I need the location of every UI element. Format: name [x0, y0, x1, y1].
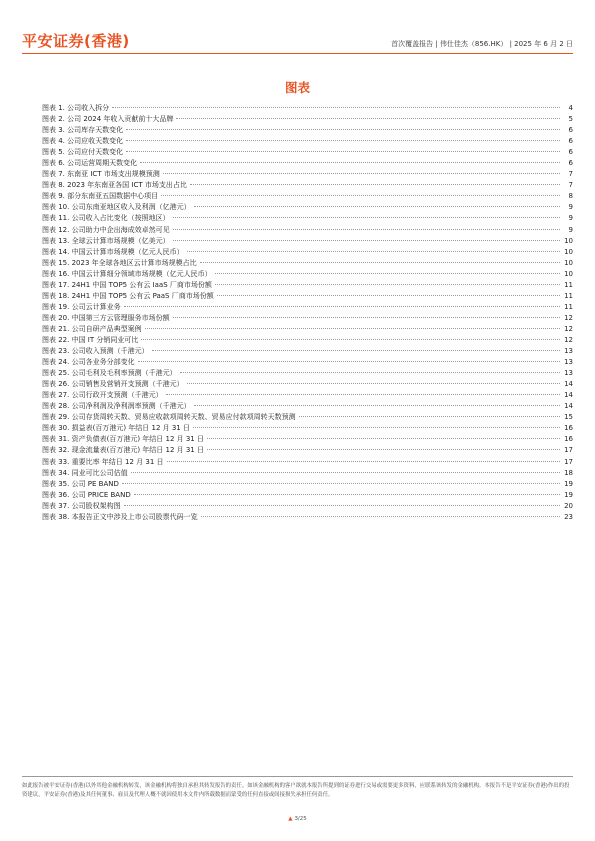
toc-entry-page: 15	[564, 413, 573, 422]
toc-leader-dots	[187, 383, 560, 384]
toc-entry[interactable]	[42, 479, 573, 490]
toc-entry-label: 图表 19. 公司云计算业务	[42, 302, 121, 311]
header-divider	[22, 53, 573, 54]
toc-entry-label: 图表 26. 公司销售及营销开支预测（千港元）	[42, 380, 184, 389]
toc-entry[interactable]	[42, 302, 573, 313]
toc-entry[interactable]	[42, 412, 573, 423]
toc-entry[interactable]	[42, 114, 573, 125]
page-marker-icon: ▲	[288, 816, 293, 822]
toc-leader-dots	[187, 251, 560, 252]
page-number-text: 3/25	[294, 816, 307, 822]
toc-entry-label: 图表 25. 公司毛利及毛利率预测（千港元）	[42, 369, 177, 378]
toc-entry[interactable]	[42, 423, 573, 434]
toc-leader-dots	[180, 372, 560, 373]
toc-entry-label: 图表 4. 公司应收天数变化	[42, 137, 124, 146]
toc-entry[interactable]	[42, 346, 573, 357]
toc-leader-dots	[299, 416, 560, 417]
toc-leader-dots	[141, 339, 560, 340]
toc-entry-label: 图表 36. 公司 PRICE BAND	[42, 490, 131, 499]
toc-leader-dots	[201, 516, 560, 517]
toc-entry-page: 10	[564, 236, 573, 245]
toc-entry-page: 4	[568, 104, 573, 112]
toc-entry-label: 图表 7. 东南亚 ICT 市场支出规模预测	[42, 170, 160, 179]
toc-entry-label: 图表 34. 同业可比公司估值	[42, 468, 128, 477]
toc-entry-page: 6	[568, 148, 573, 157]
toc-entry[interactable]	[42, 103, 573, 114]
toc-entry-label: 图表 29. 公司存货周转天数、贸易应收款项周转天数、贸易应付款项周转天数预测	[42, 413, 296, 422]
toc-entry[interactable]	[42, 280, 573, 291]
toc-entry-page: 8	[568, 192, 573, 201]
toc-leader-dots	[167, 461, 560, 462]
toc-entry-page: 7	[568, 170, 573, 179]
toc-entry-page: 5	[568, 115, 573, 124]
toc-entry-label: 图表 31. 资产负债表(百万港元) 年结日 12 月 31 日	[42, 435, 204, 444]
toc-entry[interactable]	[42, 445, 573, 456]
toc-entry-label: 图表 17. 24H1 中国 TOP5 公有云 IaaS 厂商市场份额	[42, 280, 212, 289]
toc-leader-dots	[173, 217, 560, 218]
toc-entry-page: 13	[564, 347, 573, 356]
toc-entry[interactable]	[42, 269, 573, 280]
toc-entry[interactable]	[42, 247, 573, 258]
toc-leader-dots	[215, 273, 560, 274]
figure-list	[42, 103, 573, 523]
toc-entry[interactable]	[42, 313, 573, 324]
toc-entry[interactable]	[42, 512, 573, 523]
toc-leader-dots	[131, 472, 560, 473]
toc-leader-dots	[190, 184, 560, 185]
toc-entry-label: 图表 12. 公司助力中企出海成效卓然可见	[42, 225, 170, 234]
toc-entry[interactable]	[42, 258, 573, 269]
toc-entry[interactable]	[42, 434, 573, 445]
toc-entry[interactable]	[42, 357, 573, 368]
page-title: 图表	[284, 80, 310, 95]
toc-leader-dots	[138, 361, 560, 362]
toc-entry-page: 14	[564, 402, 573, 411]
toc-entry[interactable]	[42, 324, 573, 335]
page-number	[0, 816, 595, 822]
toc-entry-page: 14	[564, 380, 573, 389]
toc-entry-label: 图表 27. 公司行政开支预测（千港元）	[42, 391, 163, 400]
toc-entry-label: 图表 30. 损益表(百万港元) 年结日 12 月 31 日	[42, 424, 190, 433]
toc-leader-dots	[152, 350, 560, 351]
toc-entry-page: 13	[564, 358, 573, 367]
toc-entry-label: 图表 8. 2023 年东南亚各国 ICT 市场支出占比	[42, 181, 187, 190]
toc-entry-page: 13	[564, 369, 573, 378]
toc-entry[interactable]	[42, 225, 573, 236]
toc-entry[interactable]	[42, 147, 573, 158]
toc-entry-label: 图表 14. 中国云计算市场规模（亿元人民币）	[42, 247, 184, 256]
company-logo: 平安证券(香港)	[22, 32, 130, 50]
toc-leader-dots	[176, 118, 560, 119]
toc-entry-page: 18	[564, 468, 573, 477]
toc-entry[interactable]	[42, 136, 573, 147]
toc-entry-label: 图表 20. 中国第三方云管理服务市场份额	[42, 313, 170, 322]
toc-entry-page: 9	[568, 225, 573, 234]
toc-entry-label: 图表 38. 本报告正文中涉及上市公司股票代码一览	[42, 512, 198, 521]
toc-entry[interactable]	[42, 368, 573, 379]
toc-entry[interactable]	[42, 180, 573, 191]
toc-entry[interactable]	[42, 401, 573, 412]
toc-leader-dots	[173, 240, 560, 241]
toc-entry[interactable]	[42, 202, 573, 213]
toc-entry-label: 图表 23. 公司收入预测（千港元）	[42, 347, 149, 356]
toc-entry-page: 6	[568, 126, 573, 135]
toc-entry-page: 19	[564, 490, 573, 499]
toc-entry-label: 图表 32. 现金流量表(百万港元) 年结日 12 月 31 日	[42, 446, 204, 455]
toc-entry-label: 图表 28. 公司净利润及净利润率预测（千港元）	[42, 402, 191, 411]
toc-entry-label: 图表 16. 中国云计算细分领域市场规模（亿元人民币）	[42, 269, 212, 278]
footer-divider	[22, 776, 573, 777]
toc-leader-dots	[134, 494, 560, 495]
toc-entry-page: 6	[568, 137, 573, 146]
toc-entry-label: 图表 35. 公司 PE BAND	[42, 479, 119, 488]
toc-leader-dots	[207, 449, 560, 450]
toc-entry-page: 10	[564, 258, 573, 267]
toc-entry-page: 14	[564, 391, 573, 400]
toc-entry[interactable]	[42, 169, 573, 180]
toc-entry[interactable]	[42, 501, 573, 512]
toc-entry-page: 9	[568, 203, 573, 212]
toc-entry-label: 图表 6. 公司运营周期天数变化	[42, 159, 138, 168]
toc-leader-dots	[194, 405, 560, 406]
toc-entry-label: 图表 22. 中国 IT 分销同业可比	[42, 335, 139, 344]
toc-entry[interactable]	[42, 490, 573, 501]
toc-leader-dots	[122, 483, 560, 484]
toc-leader-dots	[126, 129, 560, 130]
toc-entry-page: 6	[568, 159, 573, 168]
toc-entry-label: 图表 24. 公司各业务分部变化	[42, 358, 135, 367]
toc-entry[interactable]	[42, 291, 573, 302]
toc-entry-page: 17	[564, 446, 573, 455]
toc-leader-dots	[173, 317, 560, 318]
toc-entry-label: 图表 10. 公司东南亚地区收入及利润（亿港元）	[42, 203, 191, 212]
toc-entry-label: 图表 2. 公司 2024 年收入贡献前十大品牌	[42, 115, 174, 124]
toc-leader-dots	[161, 195, 560, 196]
toc-leader-dots	[217, 295, 560, 296]
toc-leader-dots	[145, 328, 560, 329]
toc-entry[interactable]	[42, 390, 573, 401]
toc-entry[interactable]	[42, 158, 573, 169]
toc-entry-page: 11	[564, 280, 573, 289]
toc-entry-page: 12	[564, 335, 573, 344]
toc-entry-label: 图表 13. 全球云计算市场规模（亿美元）	[42, 236, 170, 245]
toc-entry-page: 16	[564, 424, 573, 433]
toc-entry-label: 图表 33. 重要比率 年结日 12 月 31 日	[42, 457, 164, 466]
toc-entry[interactable]	[42, 236, 573, 247]
toc-entry-page: 10	[564, 269, 573, 278]
toc-entry[interactable]	[42, 125, 573, 136]
toc-leader-dots	[126, 140, 560, 141]
toc-leader-dots	[173, 229, 560, 230]
toc-leader-dots	[140, 162, 560, 163]
toc-entry-label: 图表 9. 部分东南亚五国数据中心项目	[42, 192, 159, 201]
toc-leader-dots	[163, 173, 560, 174]
toc-entry-label: 图表 21. 公司自研产品典型案例	[42, 324, 142, 333]
toc-entry-page: 17	[564, 457, 573, 466]
toc-entry-label: 图表 11. 公司收入占比变化（按照地区）	[42, 214, 170, 223]
report-info: 首次覆盖报告 | 伟仕佳杰（856.HK） | 2025 年 6 月 2 日	[391, 40, 573, 48]
toc-entry-label: 图表 18. 24H1 中国 TOP5 公有云 PaaS 厂商市场份额	[42, 291, 214, 300]
toc-leader-dots	[124, 306, 560, 307]
toc-entry-page: 12	[564, 324, 573, 333]
toc-leader-dots	[194, 206, 560, 207]
toc-entry-page: 11	[564, 302, 573, 311]
toc-entry-page: 20	[564, 501, 573, 510]
toc-leader-dots	[124, 505, 560, 506]
toc-entry-label: 图表 1. 公司收入拆分	[42, 104, 110, 112]
toc-entry-page: 23	[564, 512, 573, 521]
toc-entry-label: 图表 37. 公司股权架构图	[42, 501, 121, 510]
toc-entry-page: 11	[564, 291, 573, 300]
toc-entry[interactable]	[42, 335, 573, 346]
toc-entry[interactable]	[42, 457, 573, 468]
toc-leader-dots	[193, 427, 560, 428]
toc-entry-page: 16	[564, 435, 573, 444]
toc-leader-dots	[200, 262, 560, 263]
toc-entry-page: 19	[564, 479, 573, 488]
toc-leader-dots	[215, 284, 560, 285]
toc-leader-dots	[126, 151, 560, 152]
disclaimer-text: 如此报告被平安证券(香港)以外其他金融机构转发，该金融机构将独自承担其转发报告的责任。如该金融机构的客户欲就本报告所提到的证券进行交易或需要更多资料，应联系该转发的金融机构。本报告不是平安证券(香港)作出的投资建议，平安证券(香港)及其任何董事、雇员及代理人概不就因使用本文件内所载数据而蒙受的任何直接或间接损失承担任何责任。	[22, 783, 570, 798]
toc-entry[interactable]	[42, 379, 573, 390]
toc-entry-label: 图表 5. 公司应付天数变化	[42, 148, 124, 157]
toc-entry-page: 7	[568, 181, 573, 190]
toc-entry-label: 图表 15. 2023 年全球各地区云计算市场规模占比	[42, 258, 197, 267]
toc-entry[interactable]	[42, 213, 573, 224]
toc-leader-dots	[207, 438, 560, 439]
toc-entry-label: 图表 3. 公司库存天数变化	[42, 126, 124, 135]
toc-entry[interactable]	[42, 468, 573, 479]
toc-entry-page: 9	[568, 214, 573, 223]
toc-entry-page: 10	[564, 247, 573, 256]
toc-entry-page: 12	[564, 313, 573, 322]
toc-entry[interactable]	[42, 191, 573, 202]
toc-leader-dots	[166, 394, 560, 395]
toc-leader-dots	[112, 107, 560, 108]
